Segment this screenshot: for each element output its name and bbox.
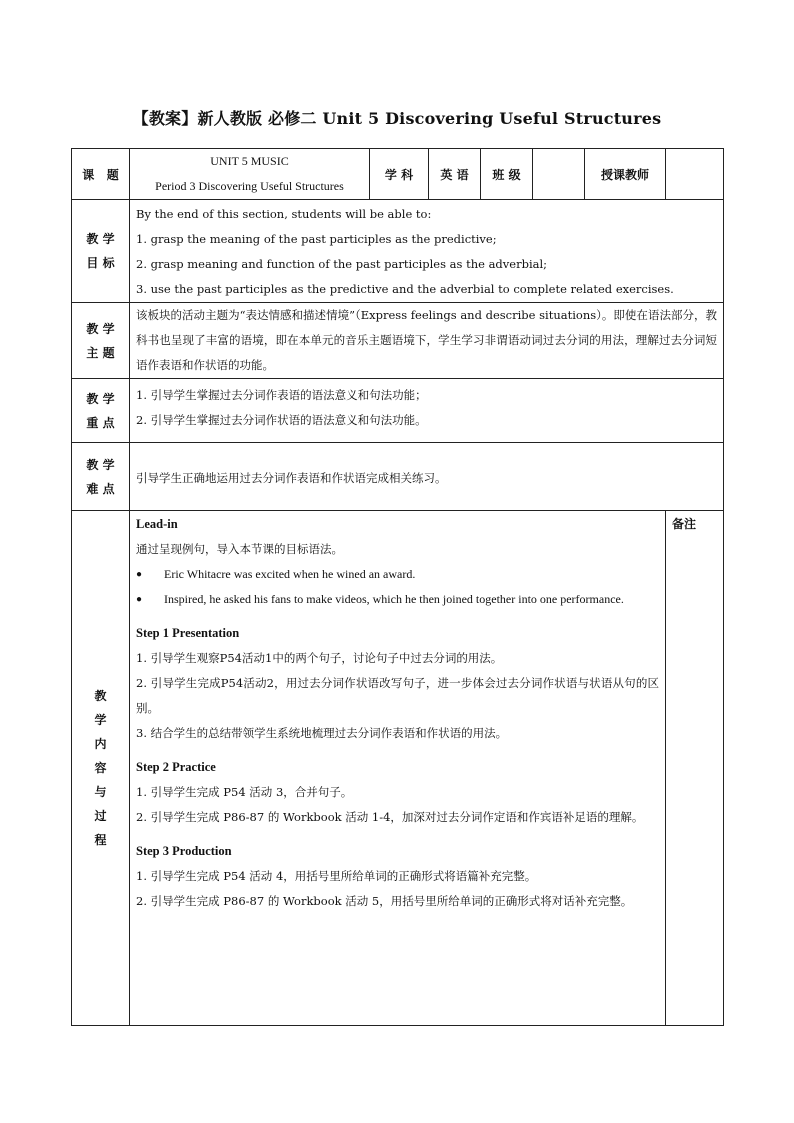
objectives-content [130, 200, 724, 303]
objectives-row [72, 200, 724, 303]
key-point-line: 2. 引导学生掌握过去分词作状语的语法意义和句法功能。 [136, 413, 427, 427]
difficulties-label: 教 学 难 点 [72, 443, 130, 511]
example-bullet: ● Inspired, he asked his fans to make videos, which he then joined together into one performance. [136, 587, 659, 612]
theme-row [72, 303, 724, 379]
teacher-label: 授课教师 [585, 149, 666, 200]
step3-title: Step 3 Production [136, 844, 232, 858]
step3-item: 2. 引导学生完成 P86-87 的 Workbook 活动 5，用括号里所给单词的正确形式将对话补充完整。 [136, 894, 633, 908]
objective-line: By the end of this section, students will be able to: [136, 207, 432, 221]
subject-label: 学 科 [370, 149, 429, 200]
leadin-text: 通过呈现例句，导入本节课的目标语法。 [136, 542, 343, 556]
step2-item: 2. 引导学生完成 P86-87 的 Workbook 活动 1-4，加深对过去分词作定语和作宾语补足语的理解。 [136, 810, 644, 824]
difficulties-row [72, 443, 724, 511]
remarks-column [666, 511, 724, 1026]
objective-line: 2. grasp meaning and function of the past participles as the adverbial; [136, 257, 548, 271]
remarks-label: 备注 [672, 517, 697, 531]
process-row [72, 511, 724, 1026]
lesson-plan-table [71, 148, 724, 1026]
document-title: 【教案】新人教版 必修二 Unit 5 Discovering Useful Structures [132, 109, 662, 128]
step1-item: 2. 引导学生完成P54活动2，用过去分词作状语改写句子，进一步体会过去分词作状语与状语从句的区别。 [136, 676, 659, 715]
objective-line: 1. grasp the meaning of the past participles as the predictive; [136, 232, 497, 246]
process-content [130, 511, 666, 1026]
class-value [533, 149, 585, 200]
bullet-icon: ● [136, 569, 143, 580]
theme-content: 该板块的活动主题为“表达情感和描述情境”（Express feelings and describe situations）。即使在语法部分，教科书也呈现了丰富的语境，即在本单元的音乐主题语境下，学生学习非谓语动词过去分词的用法，理解过去分词短语作表语和作状语的功能。 [130, 303, 724, 379]
bullet-icon: ● [136, 594, 143, 605]
step1-title: Step 1 Presentation [136, 626, 240, 640]
key-point-line: 1. 引导学生掌握过去分词作表语的语法意义和句法功能； [136, 388, 427, 402]
example-bullet: ● Eric Whitacre was excited when he wined an award. [136, 562, 659, 587]
objective-line: 3. use the past participles as the predictive and the adverbial to complete related exercises. [136, 282, 674, 296]
theme-label: 教 学 主 题 [72, 303, 130, 379]
class-label: 班 级 [481, 149, 533, 200]
step2-item: 1. 引导学生完成 P54 活动 3，合并句子。 [136, 785, 353, 799]
step1-item: 3. 结合学生的总结带领学生系统地梳理过去分词作表语和作状语的用法。 [136, 726, 508, 740]
step3-item: 1. 引导学生完成 P54 活动 4，用括号里所给单词的正确形式将语篇补充完整。 [136, 869, 537, 883]
process-label: 教 学 内 容 与 过 程 [72, 511, 130, 1026]
key-points-row [72, 379, 724, 443]
leadin-title: Lead-in [136, 517, 178, 531]
difficulties-content: 引导学生正确地运用过去分词作表语和作状语完成相关练习。 [130, 443, 724, 511]
topic-label: 课 题 [72, 149, 130, 200]
key-points-label: 教 学 重 点 [72, 379, 130, 443]
topic-value: UNIT 5 MUSIC Period 3 Discovering Useful Structures [130, 149, 370, 200]
teacher-value [666, 149, 724, 200]
header-row [72, 149, 724, 200]
subject-value: 英 语 [429, 149, 481, 200]
objectives-label: 教 学 目 标 [72, 200, 130, 303]
step2-title: Step 2 Practice [136, 760, 216, 774]
step1-item: 1. 引导学生观察P54活动1中的两个句子，讨论句子中过去分词的用法。 [136, 651, 503, 665]
key-points-content [130, 379, 724, 443]
